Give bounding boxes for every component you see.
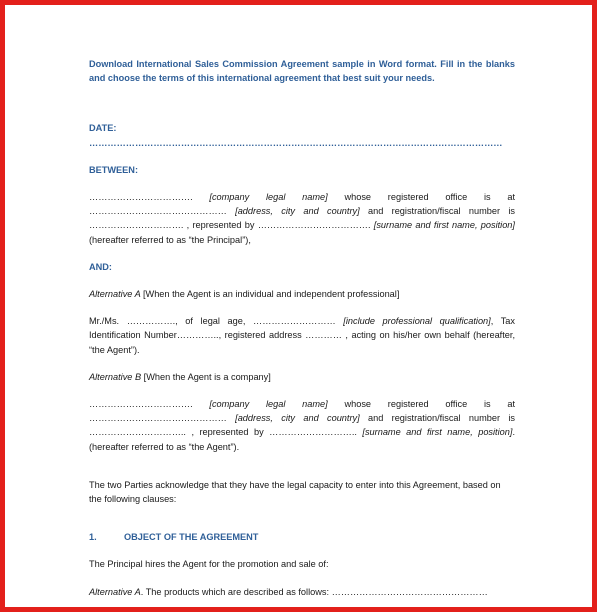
alternative-b-heading: Alternative B [When the Agent is a company] — [89, 371, 271, 382]
parties-paragraph: The two Parties acknowledge that they have the legal capacity to enter into this Agreement, based on the following clauses: — [89, 479, 501, 505]
date-line: DATE: ……………………………………………………………………………………………………………………… — [89, 123, 503, 148]
surname-placeholder: [surname and first name, position] — [362, 427, 513, 438]
document-page — [89, 57, 515, 599]
intro-text: Download International Sales Commission Agreement sample in Word format. Fill in the blanks and choose the terms of this international agreement that best suit your needs. — [89, 59, 515, 84]
section-heading-object: 1. OBJECT OF THE AGREEMENT — [89, 532, 259, 543]
principal-paragraph: ……………………………. [company legal name] whose registered office is at ……………………………………… [address, city and country] and registration/fiscal number is …………………………. , represented by ………………………………. [surname and first name, position] (hereafter referred to as “the Principal”), — [89, 192, 516, 245]
company-name-placeholder: [company legal name] — [209, 192, 328, 203]
surname-placeholder: [surname and first name, position] — [373, 220, 515, 231]
address-placeholder: [address, city and country] — [235, 206, 360, 217]
address-placeholder: [address, city and country] — [235, 413, 360, 424]
alternative-a-products: Alternative A. The products which are described as follows: …………………………………………… — [89, 586, 488, 597]
qualification-placeholder: [include professional qualification] — [343, 316, 491, 327]
and-heading: AND: — [89, 261, 112, 272]
individual-agent-paragraph: Mr./Ms. ……………., of legal age, ……………………… [include professional qualification], Tax Identification Number………….., registered address ………… , acting on his/her own behalf (hereafter, “the Agent”). — [89, 316, 515, 355]
alternative-a-heading: Alternative A [When the Agent is an individual and independent professional] — [89, 289, 400, 300]
between-heading: BETWEEN: — [89, 164, 138, 175]
principal-hires-text: The Principal hires the Agent for the promotion and sale of: — [89, 559, 329, 570]
company-agent-paragraph: ……………………………. [company legal name] whose registered office is at ……………………………………… [address, city and country] and registration/fiscal number is ………………………….. , represented by ……………………….. [surname and first name, position]. (hereafter referred to as “the Agent”). — [89, 399, 516, 452]
company-name-placeholder: [company legal name] — [209, 399, 328, 410]
